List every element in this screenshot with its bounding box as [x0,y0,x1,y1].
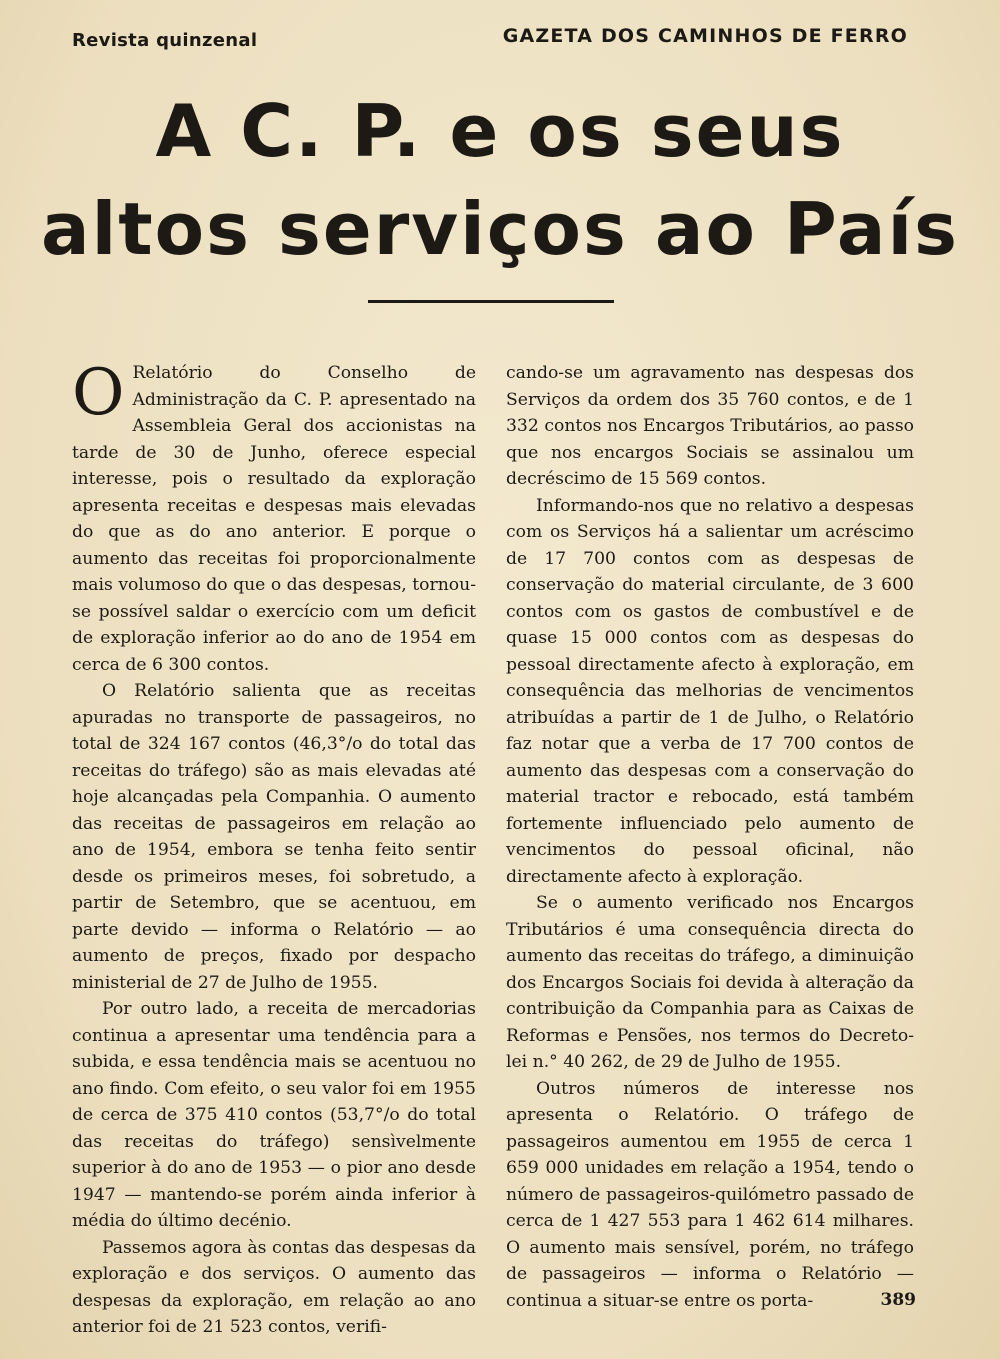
article-paragraph: Se o aumento verificado nos Encargos Tributários é uma consequência directa do aumento das receitas do tráfego, a diminuição dos Encargos Sociais foi devida à alteração da contribuição da Companhia para as Caixas de Reformas e Pensões, nos termos do Decreto-lei n.° 40 262, de 29 de Julho de 1955. [506,893,914,1072]
article-paragraph [72,356,476,678]
article-column-right [506,360,914,1314]
drop-cap: O [72,356,125,430]
paragraph-text: Relatório do Conselho de Administração da C. P. apresentado na Assembleia Geral dos accionistas na tarde de 30 de Junho, oferece especial interesse, pois o resultado da exploração apresenta receitas e despesas mais elevadas do que as do ano anterior. E porque o aumento das receitas foi proporcionalmente mais volumoso do que o das despesas, tornou-se possível saldar o exercício com um deficit de exploração inferior ao do ano de 1954 em cerca de 6 300 contos. [72,363,476,675]
article-column-left [72,356,476,1341]
article-paragraph: Por outro lado, a receita de mercadorias continua a apresentar uma tendência para a subida, e essa tendência mais se acentuou no ano findo. Com efeito, o seu valor foi em 1955 de cerca de 375 410 contos (53,7°/o do total das receitas do tráfego) sensìvelmente superior à do ano de 1953 — o pior ano desde 1947 — mantendo-se porém ainda inferior à média do último decénio. [72,999,476,1231]
article-paragraph: Passemos agora às contas das despesas da exploração e dos serviços. O aumento das despesas da exploração, em relação ao ano anterior foi de 21 523 contos, verifi- [72,1237,476,1337]
article-paragraph: O Relatório salienta que as receitas apuradas no transporte de passageiros, no total de 324 167 contos (46,3°/o do total das receitas do tráfego) são as mais elevadas até hoje alcançadas pela Companhia. O aumento das receitas de passageiros em relação ao ano de 1954, embora se tenha feito sentir desde os primeiros meses, foi sobretudo, a partir de Setembro, que se acentuou, em parte devido — informa o Relatório — ao aumento de preços, fixado por despacho ministerial de 27 de Julho de 1955. [72,681,476,993]
headline-divider [368,300,614,303]
article-headline: A C. P. e os seus altos serviços ao País [40,89,960,271]
article-paragraph-continued: cando-se um agravamento nas despesas dos Serviços da ordem dos 35 760 contos, e de 1 332 contos nos Encargos Tributários, ao passo que nos encargos Sociais se assinalou um decréscimo de 15 569 contos. [506,363,914,489]
article-paragraph: Informando-nos que no relativo a despesas com os Serviços há a salientar um acréscimo de 17 700 contos com as despesas de conservação do material circulante, de 3 600 contos com os gastos de combustível e de quase 15 000 contos com as despesas do pessoal directamente afecto à exploração, em consequência das melhorias de vencimentos atribuídas a partir de 1 de Julho, o Relatório faz notar que a verba de 17 700 contos de aumento das despesas com a conservação do material tractor e rebocado, está também fortemente influenciado pelo aumento de vencimentos do pessoal oficinal, não directamente afecto à exploração. [506,495,914,887]
article-paragraph: Outros números de interesse nos apresenta o Relatório. O tráfego de passageiros aumentou em 1955 de cerca 1 659 000 unidades em relação a 1954, tendo o número de passageiros-quilómetro passado de cerca de 1 427 553 para 1 462 614 milhares. O aumento mais sensível, porém, no tráfego de passageiros — informa o Relatório — continua a situar-se entre os porta- [506,1078,914,1311]
publication-title: GAZETA DOS CAMINHOS DE FERRO [502,25,908,47]
page-number: 389 [880,1290,916,1310]
publication-frequency: Revista quinzenal [72,30,258,51]
